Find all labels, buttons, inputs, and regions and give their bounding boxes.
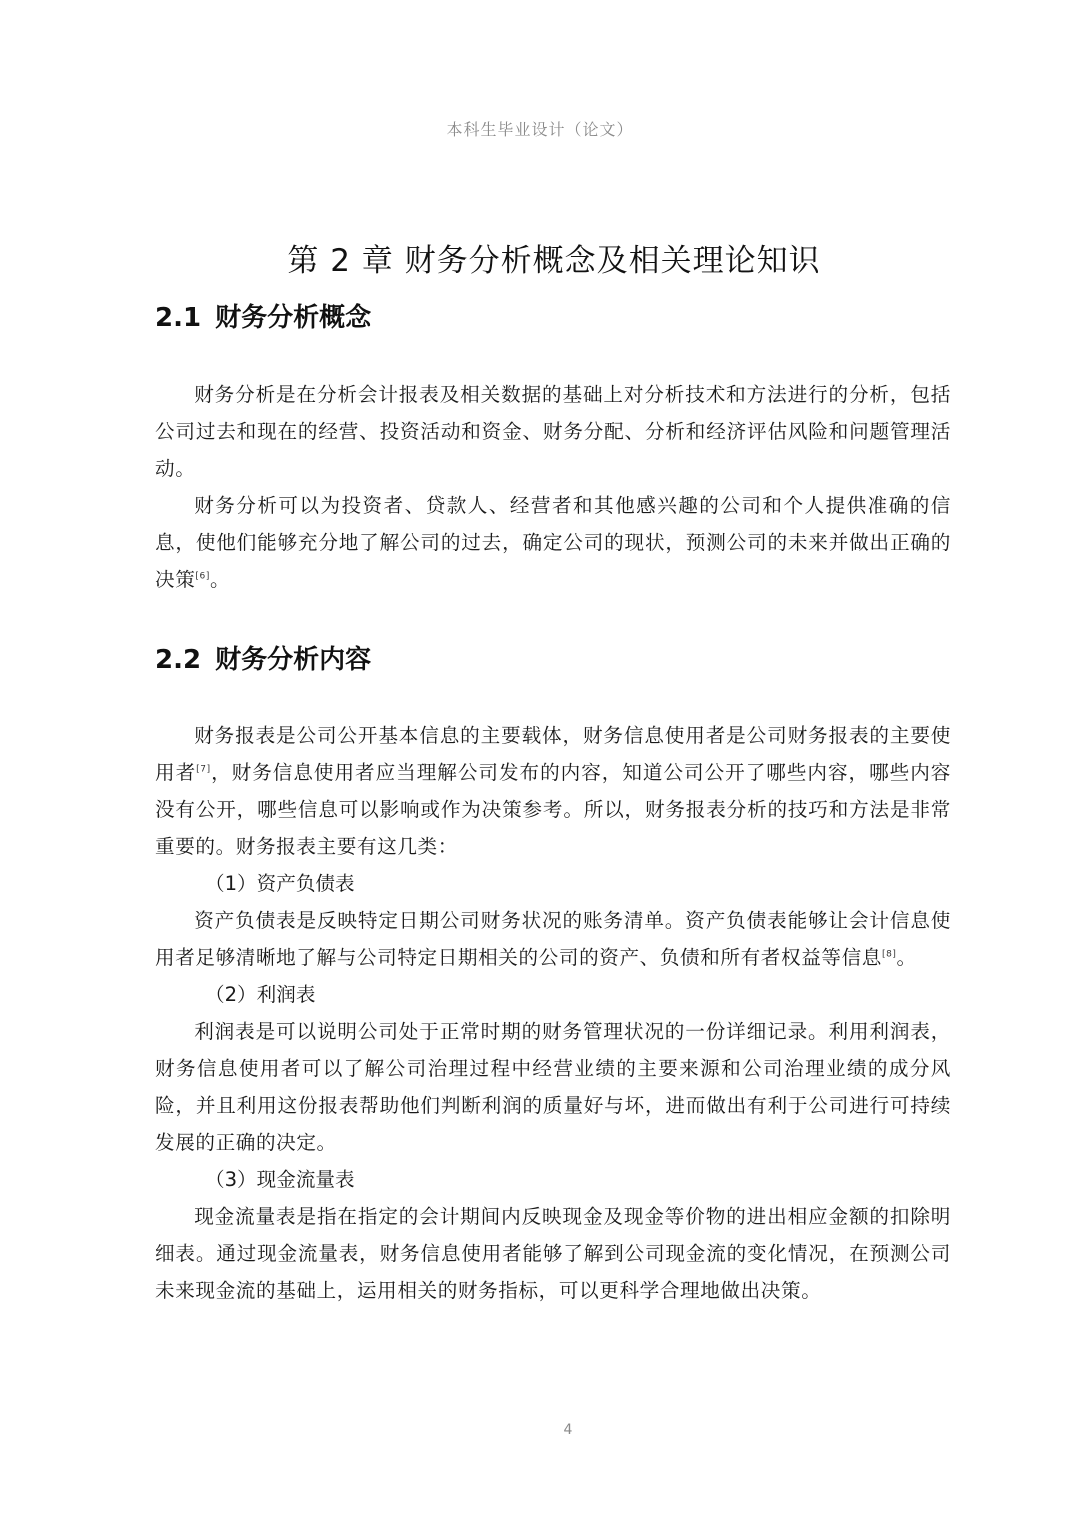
section-title: 财务分析概念 [215,303,372,333]
paragraph: 现金流量表是指在指定的会计期间内反映现金及现金等价物的进出相应金额的扣除明细表。通过现金流量表，财务信息使用者能够了解到公司现金流的变化情况，在预测公司未来现金流的基础上，运用相关的财务指标，可以更科学合理地做出决策。 [155,1205,951,1302]
paragraph [155,902,951,976]
paragraph-text: 财务报表是公司公开基本信息的主要载体，财务信息使用者是公司财务报表的主要使用者 [155,724,951,784]
citation-ref: [6] [195,571,210,582]
section-number: 2.1 [155,303,202,333]
item-heading: （1）资产负债表 [205,872,355,895]
item-heading: （2）利润表 [205,983,316,1006]
page-number: 4 [563,1422,573,1438]
paragraph: 财务分析是在分析会计报表及相关数据的基础上对分析技术和方法进行的分析，包括公司过去和现在的经营、投资活动和资金、财务分配、分析和经济评估风险和问题管理活动。 [155,383,951,480]
page-body [155,296,951,1309]
paragraph [155,487,951,598]
citation-ref: [8] [881,949,897,960]
section-number: 2.2 [155,645,202,675]
paragraph: 利润表是可以说明公司处于正常时期的财务管理状况的一份详细记录。利用利润表，财务信息使用者可以了解公司治理过程中经营业绩的主要来源和公司治理业绩的成分风险，并且利用这份报表帮助他们判断利润的质量好与坏，进而做出有利于公司进行可持续发展的正确的决定。 [155,1020,951,1154]
paragraph [155,717,951,865]
section-heading-2-1 [155,296,951,340]
paragraph-text: 财务分析可以为投资者、贷款人、经营者和其他感兴趣的公司和个人提供准确的信息，使他们能够充分地了解公司的过去，确定公司的现状，预测公司的未来并做出正确的决策 [155,494,951,591]
chapter-title: 第 2 章 财务分析概念及相关理论知识 [287,242,821,279]
paragraph-tail: 。 [209,568,231,591]
paragraph-tail: 。 [896,946,917,969]
paragraph-text: ，财务信息使用者应当理解公司发布的内容，知道公司公开了哪些内容，哪些内容没有公开，哪些信息可以影响或作为决策参考。所以，财务报表分析的技巧和方法是非常重要的。财务报表主要有这几类： [155,761,951,858]
item-heading: （3）现金流量表 [205,1168,355,1191]
paragraph-text: 资产负债表是反映特定日期公司财务状况的账务清单。资产负债表能够让会计信息使用者足够清晰地了解与公司特定日期相关的公司的资产、负债和所有者权益等信息 [155,909,951,969]
section-heading-2-2 [155,638,951,682]
running-header: 本科生毕业设计（论文） [446,120,634,139]
citation-ref: [7] [196,764,211,775]
section-title: 财务分析内容 [215,645,372,675]
